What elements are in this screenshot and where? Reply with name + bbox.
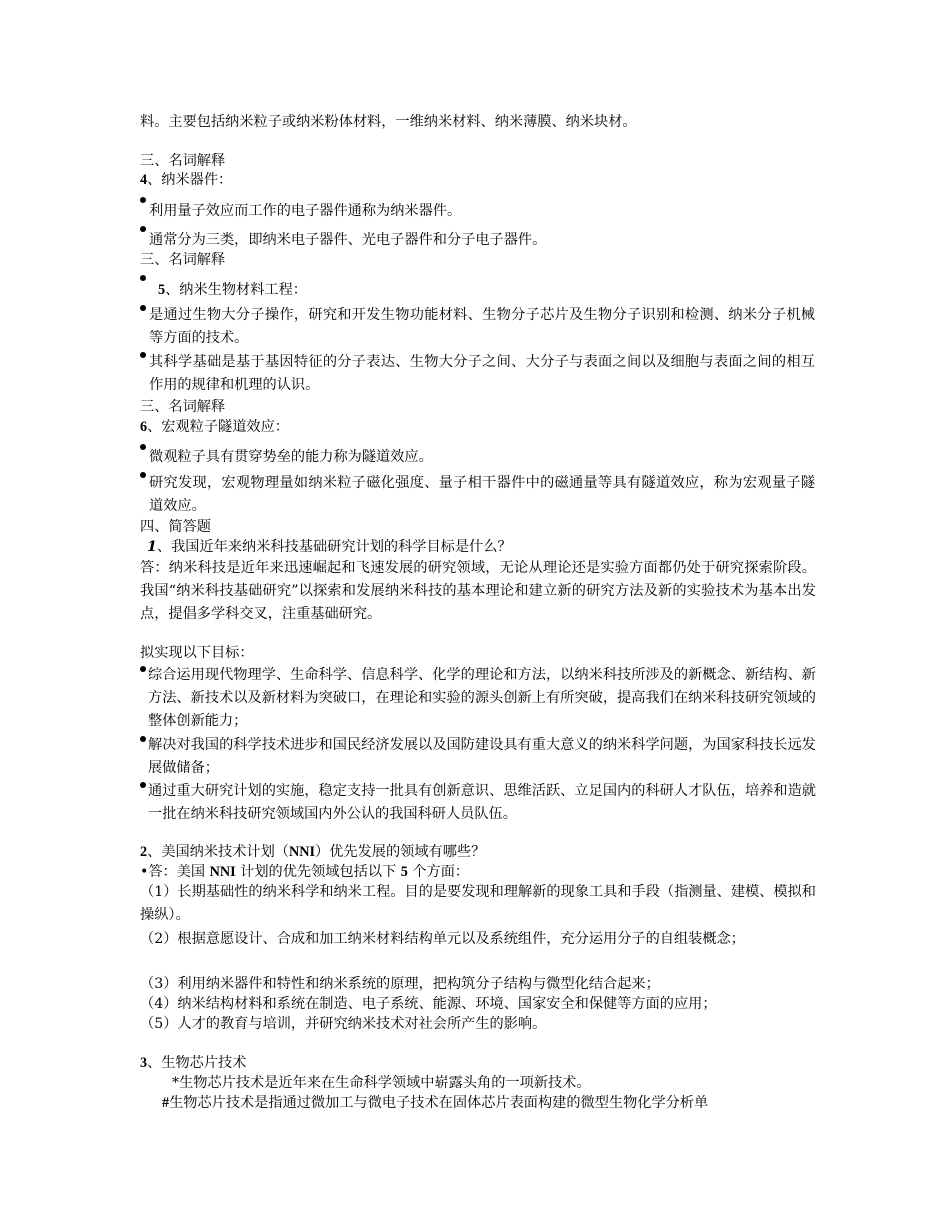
term-heading [140, 171, 830, 190]
list-item [140, 995, 830, 1014]
question-title-end: ）优先发展的领域有哪些？ [315, 844, 486, 860]
bullet-icon [140, 666, 146, 672]
term-title: 、纳米器件： [147, 172, 233, 188]
bullet-text: 利用量子效应而工作的电子器件通称为纳米器件。 [149, 203, 462, 219]
paragraph-line [162, 1094, 822, 1113]
bullet-text: 其科学基础是基于基因特征的分子表达、生物大分子之间、大分子与表面之间以及细胞与表面之间的相互作用的规律和机理的认识。 [149, 354, 815, 393]
list-text: 纳米结构材料和系统在制造、电子系统、能源、环境、国家安全和保健等方面的应用； [177, 996, 717, 1012]
hash-mark: # [162, 1095, 170, 1111]
list-item [140, 1015, 830, 1034]
answer-text: •答：美国 [140, 864, 210, 880]
term-title: 、宏观粒子隧道效应： [147, 419, 289, 435]
term-heading [140, 418, 830, 437]
term-title: 、纳米生物材料工程： [165, 282, 307, 298]
bullet-text: 通常分为三类，即纳米电子器件、光电子器件和分子电子器件。 [149, 232, 547, 248]
list-item [140, 928, 816, 951]
list-text: 利用纳米器件和特性和纳米系统的原理，把构筑分子结构与微型化结合起来； [177, 976, 660, 992]
bullet-text: 通过重大研究计划的实施，稳定支持一批具有创新意识、思维活跃、立足国内的科研人才队伍，培养和造就一批在纳米科技研究领域国内外公认的我国科研人员队伍。 [148, 783, 816, 822]
bullet-icon [140, 352, 146, 358]
question-number: 2 [140, 844, 148, 860]
bullet-text: 是通过生物大分子操作，研究和开发生物功能材料、生物分子芯片及生物分子识别和检测、纳米分子机械等方面的技术。 [149, 307, 815, 346]
term-heading [158, 281, 848, 300]
list-number: （5） [140, 1016, 178, 1032]
list-number: （2） [140, 931, 178, 947]
list-number: （1） [140, 884, 178, 900]
list-item [140, 881, 816, 927]
bullet-icon [140, 472, 146, 478]
bullet-icon [140, 305, 146, 311]
question-title: 、美国纳米技术计划（ [147, 844, 289, 860]
bullet-icon [140, 736, 146, 742]
answer-count: 5 [400, 864, 408, 880]
answer-paragraph: 答：纳米科技是近年来迅速崛起和飞速发展的研究领域，无论从理论还是实验方面都仍处于研究探索阶段。我国“纳米科技基础研究”以探索和发展纳米科技的基本理论和建立新的研究方法及新的实验技术为基本出发点，提倡多学科交叉，注重基础研究。 [140, 560, 816, 622]
list-text: 人才的教育与培训，并研究纳米技术对社会所产生的影响。 [177, 1016, 547, 1032]
answer-text: 计划的优先领域包括以下 [235, 864, 401, 880]
section-heading: 三、名词解释 [140, 399, 226, 415]
bullet-text: 解决对我国的科学技术进步和国民经济发展以及国防建设具有重大意义的纳米科学问题，为国家科技长远发展做储备； [148, 737, 816, 776]
list-number: （4） [140, 996, 178, 1012]
question-number: 1 [147, 539, 157, 555]
paragraph-line: 料。主要包括纳米粒子或纳米粉体材料，一维纳米材料、纳米薄膜、纳米块材。 [140, 114, 637, 130]
paragraph-text: 生物芯片技术是指通过微加工与微电子技术在固体芯片表面构建的微型生物化学分析单 [169, 1095, 709, 1111]
bullet-icon [140, 226, 146, 232]
list-item [140, 975, 830, 994]
question-title-abbr: NNI [288, 844, 315, 860]
section-heading: 三、名词解释 [140, 252, 226, 268]
bullet-spacer [147, 278, 152, 283]
bullet-icon [140, 444, 146, 450]
question-heading [140, 1054, 830, 1073]
term-number: 5 [158, 282, 166, 298]
paragraph-line: 拟实现以下目标： [140, 645, 254, 661]
section-heading: 三、名词解释 [140, 153, 226, 169]
bullet-icon [140, 197, 146, 203]
list-number: （3） [140, 976, 178, 992]
term-number: 4 [140, 172, 148, 188]
list-text: 长期基础性的纳米科学和纳米工程。目的是要发现和理解新的现象工具和手段（指测量、建模、模拟和操纵）。 [140, 884, 816, 923]
question-heading [140, 843, 830, 862]
section-heading: 四、简答题 [140, 519, 211, 535]
answer-text: 个方面： [407, 864, 470, 880]
bullet-text: 综合运用现代物理学、生命科学、信息科学、化学的理论和方法，以纳米科技所涉及的新概念、新结构、新方法、新技术以及新材料为突破口，在理论和实验的源头创新上有所突破，提高我们在纳米科技研究领域的整体创新能力； [148, 667, 816, 729]
answer-abbr: NNI [209, 864, 236, 880]
term-number: 6 [140, 419, 148, 435]
bullet-icon [140, 782, 146, 788]
answer-intro [140, 863, 830, 882]
bullet-text: 研究发现，宏观物理量如纳米粒子磁化强度、量子相干器件中的磁通量等具有隧道效应，称为宏观量子隧道效应。 [149, 475, 815, 514]
list-text: 根据意愿设计、合成和加工纳米材料结构单元以及系统组件，充分运用分子的自组装概念； [177, 931, 745, 947]
question-heading [147, 538, 837, 557]
bullet-icon [140, 275, 146, 281]
question-number: 3 [140, 1055, 148, 1071]
paragraph-line: *生物芯片技术是近年来在生命科学领域中崭露头角的一项新技术。 [172, 1075, 591, 1091]
bullet-text: 微观粒子具有贯穿势垒的能力称为隧道效应。 [149, 449, 433, 465]
question-title: 、我国近年来纳米科技基础研究计划的科学目标是什么？ [156, 539, 512, 555]
question-title: 、生物芯片技术 [147, 1055, 247, 1071]
